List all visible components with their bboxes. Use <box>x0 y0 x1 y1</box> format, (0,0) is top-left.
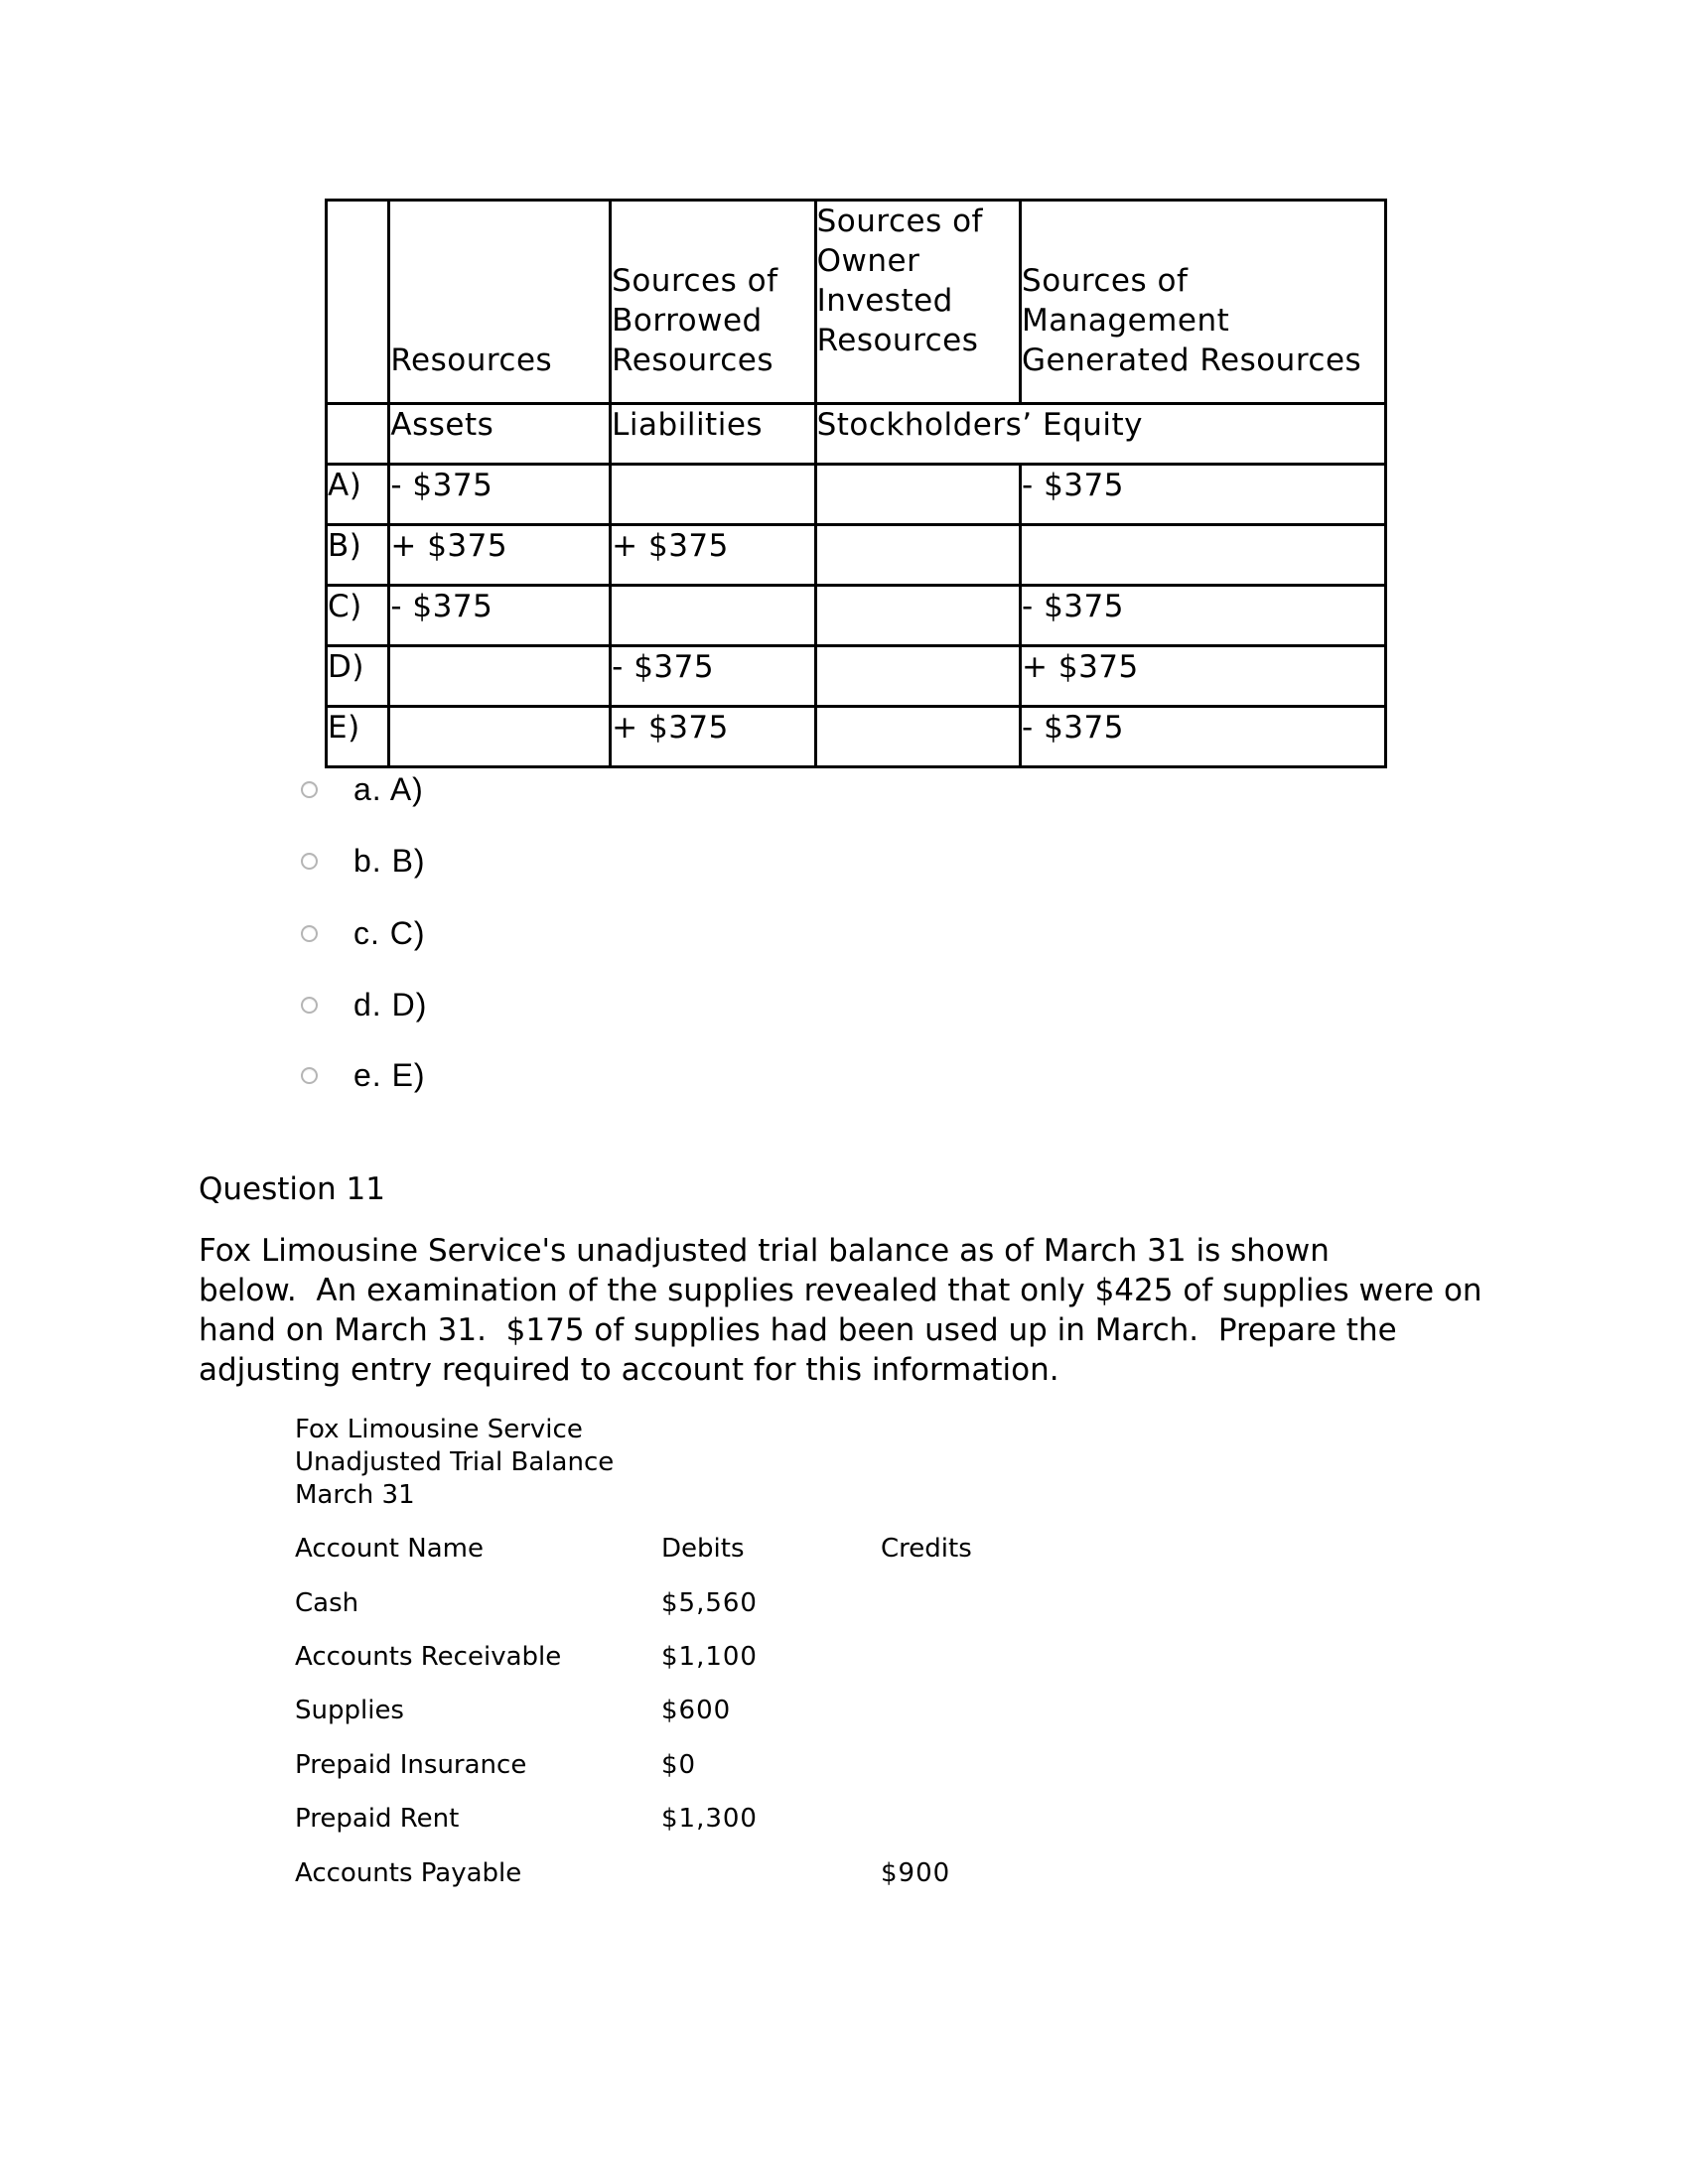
header-line: Sources of <box>816 204 983 239</box>
question-line: below. An examination of the supplies revealed that only $425 of supplies were on <box>199 1273 1482 1308</box>
radio-button-icon[interactable] <box>301 1067 318 1084</box>
table-subheader-row <box>327 404 1386 465</box>
column-credits: Credits <box>881 1534 972 1564</box>
table-row <box>327 465 1386 525</box>
subheader-assets: Assets <box>389 404 611 465</box>
option-label: b. B) <box>353 842 426 879</box>
header-line: Resources <box>612 342 774 378</box>
cell-management: - $375 <box>1021 465 1386 525</box>
question-text <box>199 1231 1509 1390</box>
debit-value: $1,100 <box>661 1642 758 1672</box>
cell-management <box>1021 525 1386 586</box>
header-line: Invested <box>816 283 953 319</box>
table-row <box>327 525 1386 586</box>
column-account-name: Account Name <box>295 1534 484 1564</box>
cell-liabilities: + $375 <box>611 707 815 767</box>
debit-value: $0 <box>661 1750 697 1780</box>
table-row <box>327 586 1386 646</box>
company-name: Fox Limousine Service <box>295 1415 583 1444</box>
row-label: B) <box>327 525 389 586</box>
question-title: Question 11 <box>199 1171 385 1207</box>
header-borrowed <box>611 201 815 404</box>
question-line: adjusting entry required to account for this information. <box>199 1352 1059 1388</box>
trial-balance-row <box>295 1588 1089 1624</box>
account-name: Prepaid Insurance <box>295 1750 527 1780</box>
subheader-empty <box>327 404 389 465</box>
header-line: Resources <box>816 323 979 358</box>
cell-management: + $375 <box>1021 646 1386 707</box>
header-line: Generated Resources <box>1022 342 1362 378</box>
cell-owner <box>815 465 1020 525</box>
account-name: Accounts Receivable <box>295 1642 562 1672</box>
trial-balance-column-headers <box>295 1534 1089 1570</box>
option-a[interactable] <box>301 769 424 809</box>
cell-liabilities: + $375 <box>611 525 815 586</box>
option-label: a. A) <box>353 770 424 807</box>
cell-liabilities <box>611 586 815 646</box>
debit-value: $600 <box>661 1696 732 1725</box>
option-label: c. C) <box>353 914 426 951</box>
question-line: hand on March 31. $175 of supplies had been used up in March. Prepare the <box>199 1312 1397 1348</box>
table-header-row <box>327 201 1386 404</box>
header-resources <box>389 201 611 404</box>
option-b[interactable] <box>301 841 426 881</box>
account-name: Supplies <box>295 1696 404 1725</box>
subheader-liabilities: Liabilities <box>611 404 815 465</box>
cell-liabilities <box>611 465 815 525</box>
debit-value: $1,300 <box>661 1804 758 1834</box>
trial-balance-row <box>295 1804 1089 1840</box>
debit-value: $5,560 <box>661 1588 758 1618</box>
header-line: Management <box>1022 303 1230 339</box>
cell-owner <box>815 646 1020 707</box>
statement-date: March 31 <box>295 1480 415 1510</box>
row-label: E) <box>327 707 389 767</box>
credit-value: $900 <box>881 1858 951 1888</box>
cell-assets: + $375 <box>389 525 611 586</box>
radio-button-icon[interactable] <box>301 853 318 870</box>
subheader-equity: Stockholders’ Equity <box>815 404 1385 465</box>
header-line: Owner <box>816 243 920 279</box>
question-line: Fox Limousine Service's unadjusted trial balance as of March 31 is shown <box>199 1233 1330 1269</box>
header-owner-invested <box>815 201 1020 404</box>
cell-assets <box>389 707 611 767</box>
accounting-equation-table <box>325 199 1387 768</box>
trial-balance-row <box>295 1696 1089 1731</box>
radio-button-icon[interactable] <box>301 997 318 1014</box>
row-label: C) <box>327 586 389 646</box>
radio-button-icon[interactable] <box>301 781 318 798</box>
cell-assets: - $375 <box>389 465 611 525</box>
header-line: Borrowed <box>612 303 763 339</box>
cell-assets <box>389 646 611 707</box>
cell-owner <box>815 707 1020 767</box>
cell-management: - $375 <box>1021 586 1386 646</box>
cell-owner <box>815 586 1020 646</box>
header-line: Sources of <box>612 263 778 299</box>
account-name: Accounts Payable <box>295 1858 522 1888</box>
cell-management: - $375 <box>1021 707 1386 767</box>
account-name: Cash <box>295 1588 359 1618</box>
trial-balance-row <box>295 1858 1089 1894</box>
table-row <box>327 646 1386 707</box>
account-name: Prepaid Rent <box>295 1804 460 1834</box>
statement-title: Unadjusted Trial Balance <box>295 1447 615 1477</box>
option-e[interactable] <box>301 1055 426 1095</box>
table-row <box>327 707 1386 767</box>
trial-balance-row <box>295 1642 1089 1678</box>
option-label: d. D) <box>353 986 428 1023</box>
option-d[interactable] <box>301 985 427 1024</box>
trial-balance-row <box>295 1750 1089 1786</box>
row-label: D) <box>327 646 389 707</box>
header-management-generated <box>1021 201 1386 404</box>
header-line: Resources <box>390 342 553 378</box>
cell-owner <box>815 525 1020 586</box>
row-label: A) <box>327 465 389 525</box>
radio-button-icon[interactable] <box>301 925 318 942</box>
header-line: Sources of <box>1022 263 1189 299</box>
header-empty <box>327 201 389 404</box>
option-c[interactable] <box>301 913 426 953</box>
cell-liabilities: - $375 <box>611 646 815 707</box>
cell-assets: - $375 <box>389 586 611 646</box>
trial-balance-heading <box>295 1414 614 1512</box>
option-label: e. E) <box>353 1056 426 1093</box>
column-debits: Debits <box>661 1534 745 1564</box>
